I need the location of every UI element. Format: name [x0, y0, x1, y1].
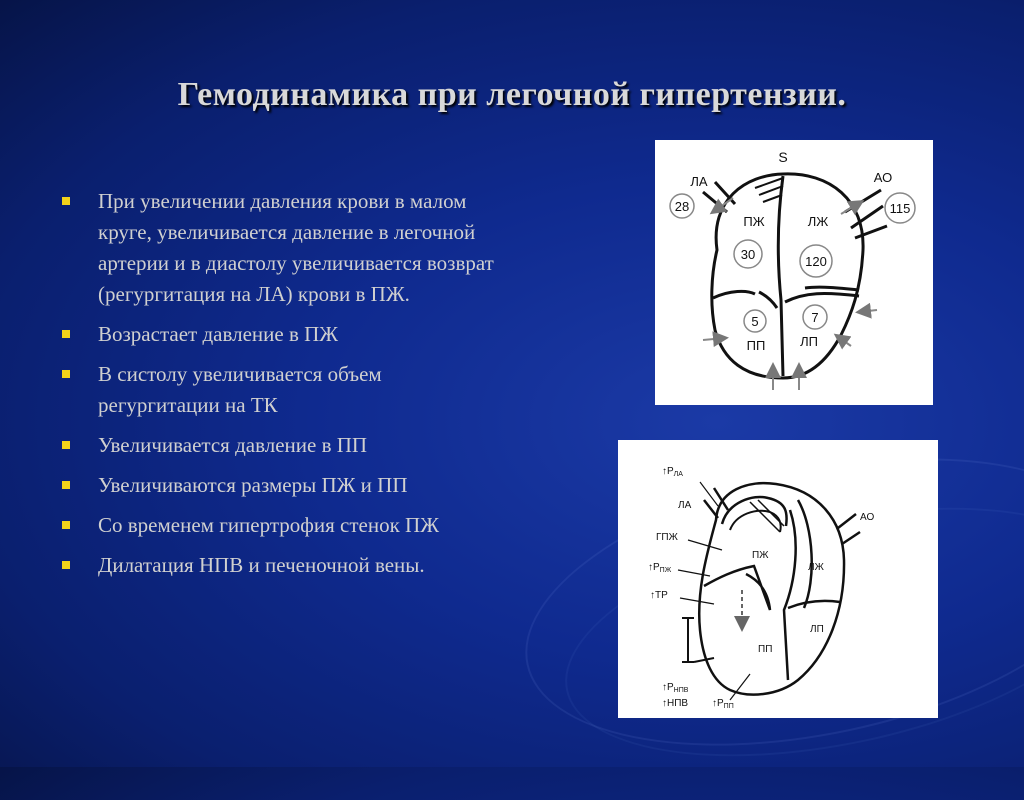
bullet-item: [60, 550, 500, 581]
pointer-line: [730, 674, 750, 700]
bullet-square-icon: [62, 370, 70, 378]
p-pzh-label: $↑Р_{ПЖ}$: [648, 562, 672, 574]
bullet-item: [60, 470, 500, 501]
septum-line: [784, 510, 796, 680]
bullet-item: [60, 510, 500, 541]
bullet-square-icon: [62, 521, 70, 529]
la-label: ЛА: [678, 500, 692, 511]
ao-label: АО: [860, 512, 875, 523]
bullet-item: [60, 186, 500, 310]
ivc-measure: [682, 618, 694, 662]
lp-pressure-value: 7: [811, 310, 819, 325]
bullet-text: Возрастает давление в ПЖ: [98, 322, 339, 346]
septum-line-2: [798, 500, 812, 608]
bullet-square-icon: [62, 330, 70, 338]
septum-hatch: [755, 178, 783, 202]
bullet-list: [60, 186, 500, 590]
bullet-item: [60, 430, 500, 461]
heart-pressure-diagram: [655, 140, 933, 405]
heart-regurgitation-svg: [618, 440, 938, 718]
bullet-text: Увеличивается давление в ПП: [98, 433, 368, 457]
lzh-label: ЛЖ: [808, 562, 824, 573]
flow-arrow: [859, 310, 877, 312]
heart-regurgitation-diagram: [618, 440, 938, 718]
pointer-line: [678, 570, 710, 576]
septum-line: [778, 176, 783, 376]
heart-outline: [699, 483, 844, 694]
bullet-square-icon: [62, 561, 70, 569]
lp-label: ЛП: [810, 624, 824, 635]
pzh-label: ПЖ: [743, 214, 765, 229]
pointer-line: [688, 540, 722, 550]
ao-label: АО: [873, 170, 893, 185]
flow-arrow: [703, 338, 725, 340]
pp-label: ПП: [758, 644, 773, 655]
bullet-text: В систолу увеличивается объем регургитации на ТК: [98, 362, 382, 417]
slide-title: Гемодинамика при легочной гипертензии.: [177, 76, 847, 113]
gpzh-label: ГПЖ: [656, 532, 678, 543]
pp-label: ПП: [746, 338, 766, 353]
heart-outline: [712, 174, 863, 378]
pzh-pressure-value: 30: [740, 247, 756, 262]
bullet-text: Дилатация НПВ и печеночной вены.: [98, 553, 425, 577]
bullet-text: Увеличиваются размеры ПЖ и ПП: [98, 473, 408, 497]
ao-vessel: [845, 190, 887, 238]
la-pressure-value: 28: [674, 199, 690, 214]
lzh-pressure-value: 120: [805, 254, 827, 269]
bullet-item: [60, 319, 500, 350]
av-valve-left: [713, 291, 777, 308]
bullet-square-icon: [62, 197, 70, 205]
pzh-label: ПЖ: [752, 550, 769, 561]
bullet-text: Со временем гипертрофия стенок ПЖ: [98, 513, 440, 537]
rv-wall-inner: [730, 511, 781, 532]
lzh-label: ЛЖ: [807, 214, 829, 229]
bullet-item: [60, 359, 500, 421]
tr-label: ↑ТР: [650, 590, 668, 601]
septum-label: S: [778, 149, 788, 165]
p-la-label: $↑Р_{ЛА}$: [662, 466, 683, 478]
ao-pressure-value: 115: [889, 201, 911, 216]
lp-label: ЛП: [800, 334, 818, 349]
npv-label: ↑НПВ: [662, 698, 689, 709]
av-valve-right: [785, 287, 859, 302]
bullet-text: При увеличении давления крови в малом круге, увеличивается давление в легочной артерии и в диастолу увеличивается возврат (регургитация на ЛА) крови в ПЖ.: [98, 189, 494, 306]
pp-pressure-value: 5: [751, 314, 759, 329]
bullet-square-icon: [62, 481, 70, 489]
la-label: ЛА: [690, 174, 708, 189]
pointer-line: [680, 598, 714, 604]
bullet-square-icon: [62, 441, 70, 449]
p-pp-label: $↑Р_{ПП}$: [712, 698, 734, 710]
rv-hatch: [750, 500, 784, 532]
heart-pressure-svg: [655, 140, 933, 405]
p-npv-label: $↑Р_{НПВ}$: [662, 682, 689, 694]
pointer-line: [700, 482, 718, 506]
ivc-line: [694, 658, 714, 662]
mitral-valve: [788, 601, 840, 608]
